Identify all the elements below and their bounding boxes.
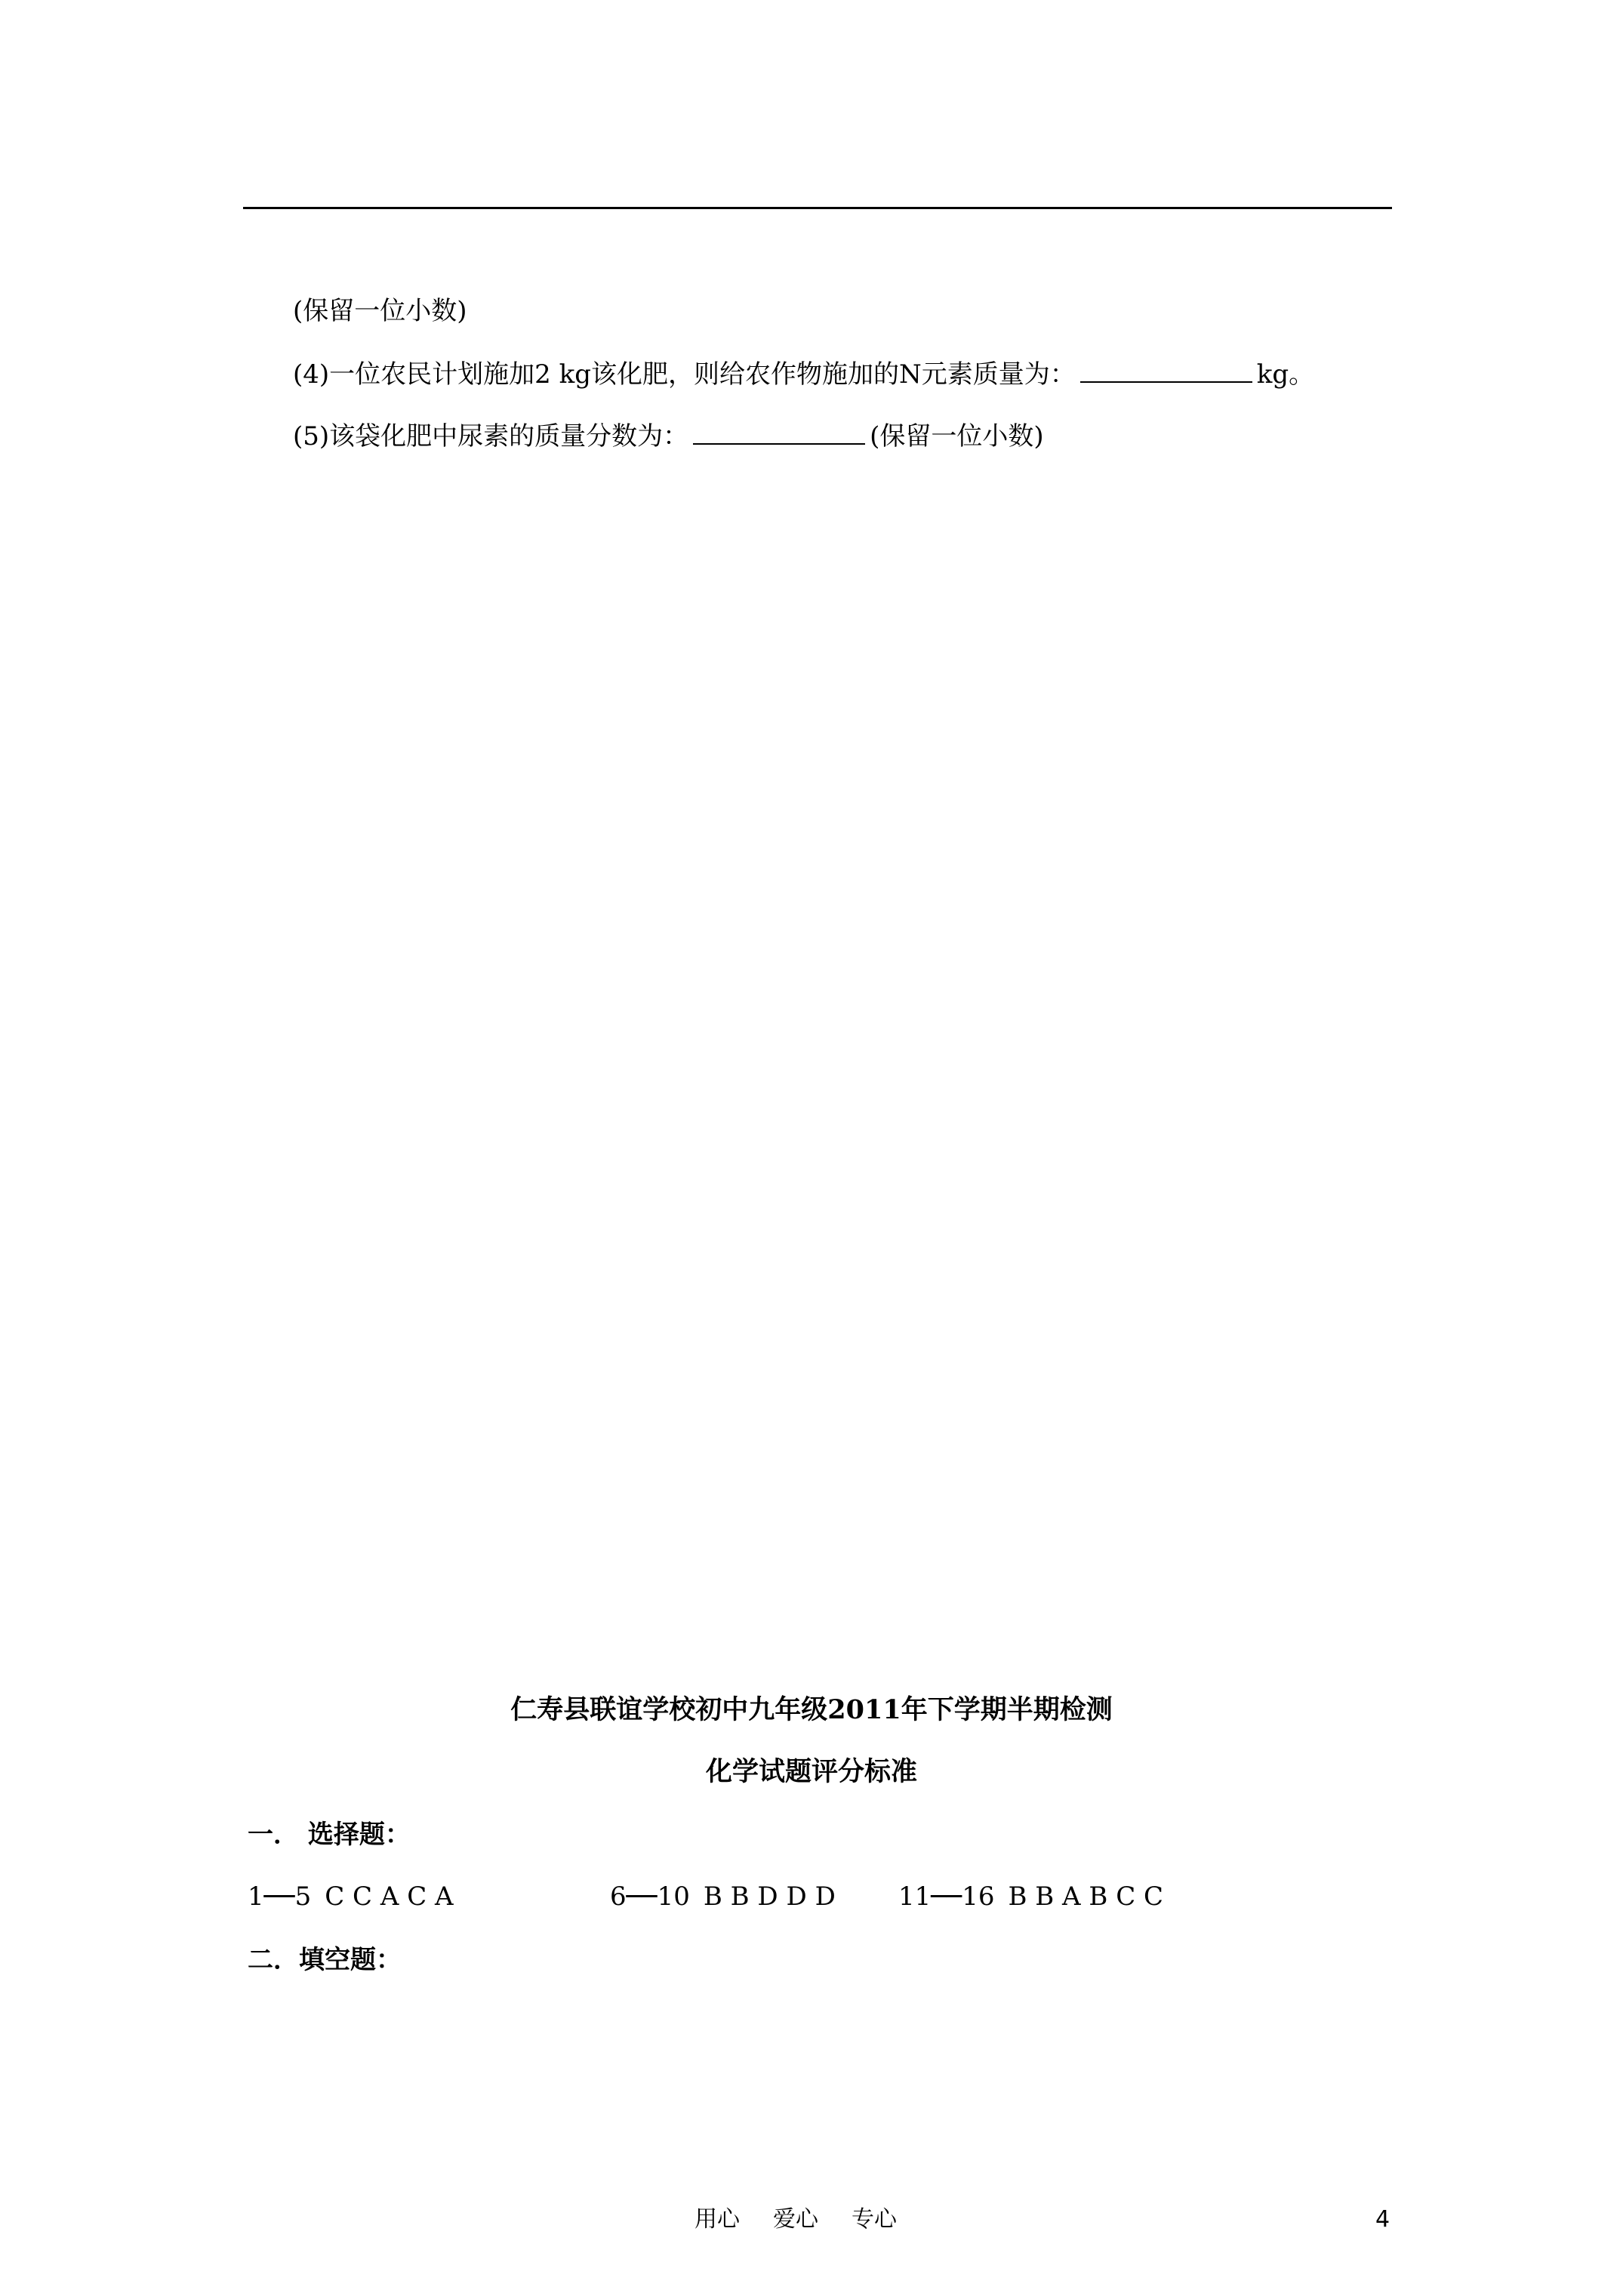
question-4 (293, 358, 1314, 391)
question-5-text: (5)该袋化肥中尿素的质量分数为： (293, 421, 689, 451)
question-5 (293, 420, 1044, 453)
answer-group-3 (898, 1880, 1177, 1913)
answer-group-2 (610, 1880, 849, 1913)
answer-group-2-answers: B B D D D (703, 1881, 836, 1912)
answer-blank-5[interactable] (693, 421, 865, 445)
footer-item-2: 爱心 (773, 2206, 818, 2233)
answer-group-3-answers: B B A B C C (1008, 1881, 1164, 1912)
answer-blank-4[interactable] (1080, 359, 1252, 383)
footer-item-3: 专心 (852, 2206, 897, 2233)
header-rule (243, 207, 1392, 209)
answer-key-title: 仁寿县联谊学校初中九年级2011年下学期半期检测 (510, 1694, 1113, 1725)
footer-slogan (694, 2205, 930, 2235)
section-2-label: 二．填空题： (248, 1945, 402, 1975)
line-keep-one-decimal: (保留一位小数) (293, 296, 467, 326)
page-number: 4 (1375, 2206, 1390, 2233)
answer-group-1-range: 1──5 (248, 1881, 312, 1912)
answer-group-1 (248, 1880, 467, 1913)
question-5-note: (保留一位小数) (870, 421, 1044, 451)
footer-item-1: 用心 (694, 2206, 740, 2233)
answer-group-2-range: 6──10 (610, 1881, 690, 1912)
answer-key-subtitle: 化学试题评分标准 (705, 1756, 917, 1787)
answer-group-3-range: 11──16 (898, 1881, 995, 1912)
question-4-text: (4)一位农民计划施加2 kg该化肥，则给农作物施加的N元素质量为： (293, 359, 1076, 390)
question-4-unit: kg。 (1256, 359, 1315, 390)
answer-group-1-answers: C C A C A (325, 1881, 454, 1912)
section-1-label: 一． 选择题： (248, 1820, 411, 1850)
